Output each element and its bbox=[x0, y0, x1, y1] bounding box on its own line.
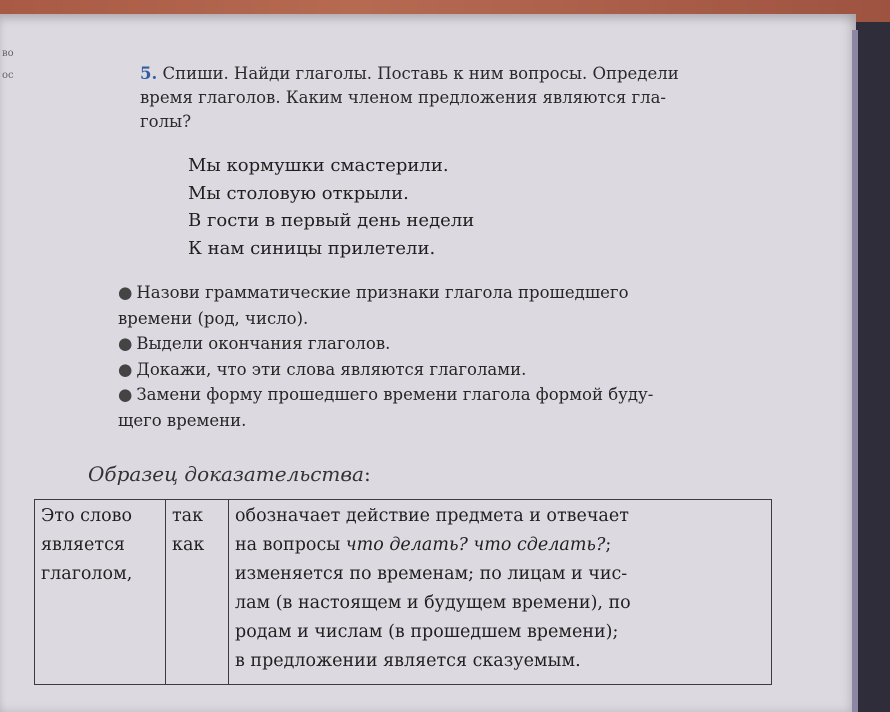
bullet-text: Выдели окончания глаголов. bbox=[136, 334, 391, 353]
bullet-text: Докажи, что эти слова являются глаголами. bbox=[136, 359, 527, 379]
bullet-icon: ● bbox=[118, 334, 133, 353]
bullet-list bbox=[118, 280, 778, 433]
previous-page-fragments bbox=[0, 40, 22, 240]
bullet-icon: ● bbox=[118, 359, 133, 379]
bullet-item bbox=[118, 382, 778, 433]
cell-line: как bbox=[172, 535, 205, 555]
cell-line: глаголом, bbox=[41, 564, 133, 584]
margin-fragment: ос bbox=[2, 70, 14, 81]
poem-line: В гости в первый день недели bbox=[188, 210, 475, 231]
exercise-task bbox=[140, 62, 780, 134]
bullet-icon: ● bbox=[118, 385, 133, 404]
cell-line: лам (в настоящем и будущем времени), по bbox=[235, 593, 631, 613]
cell-line bbox=[235, 531, 765, 560]
bullet-text: Замени форму прошедшего времени глагола формой буду- bbox=[136, 385, 654, 404]
bullet-item bbox=[118, 357, 778, 383]
table-row bbox=[35, 500, 772, 685]
margin-fragment: во bbox=[2, 48, 14, 59]
bullet-item bbox=[118, 331, 778, 357]
cell-line: обозначает действие предмета и отвечает bbox=[235, 506, 629, 526]
cell-text-italic: что делать? что сделать? bbox=[345, 535, 606, 555]
poem bbox=[188, 152, 688, 262]
exercise-number: 5. bbox=[140, 64, 158, 83]
cell-line: изменяется по временам; по лицам и чис- bbox=[235, 564, 628, 584]
sample-heading bbox=[88, 462, 371, 486]
bullet-text: Назови грамматические признаки глагола прошедшего bbox=[136, 283, 629, 302]
bullet-icon: ● bbox=[118, 283, 133, 302]
bullet-item bbox=[118, 280, 778, 331]
poem-line: Мы кормушки смастерили. bbox=[188, 155, 449, 176]
sample-heading-text: Образец доказательства bbox=[88, 462, 364, 486]
page-edge bbox=[852, 30, 858, 712]
table-cell-connector bbox=[166, 500, 229, 685]
bullet-text: времени (род, число). bbox=[118, 308, 309, 328]
task-line: голы? bbox=[140, 112, 192, 131]
poem-line: К нам синицы прилетели. bbox=[188, 237, 436, 259]
bullet-text: щего времени. bbox=[118, 410, 247, 430]
poem-line: Мы столовую открыли. bbox=[188, 182, 409, 204]
task-line: время глаголов. Каким членом предложения являются гла- bbox=[140, 88, 667, 107]
cell-line: так bbox=[172, 506, 204, 526]
table-cell-subject bbox=[35, 500, 166, 685]
proof-table bbox=[34, 499, 772, 685]
cell-line: является bbox=[41, 535, 125, 555]
cell-text: на вопросы bbox=[235, 535, 346, 555]
cell-line: родам и числам (в прошедшем времени); bbox=[235, 622, 619, 642]
task-line bbox=[140, 62, 780, 86]
cell-text: ; bbox=[605, 535, 612, 555]
task-text: Спиши. Найди глаголы. Поставь к ним вопросы. Определи bbox=[162, 64, 679, 83]
cell-line: Это слово bbox=[41, 506, 133, 526]
cell-line: в предложении является сказуемым. bbox=[235, 651, 581, 671]
table-cell-explanation bbox=[229, 500, 772, 685]
sample-heading-colon: : bbox=[363, 462, 371, 486]
